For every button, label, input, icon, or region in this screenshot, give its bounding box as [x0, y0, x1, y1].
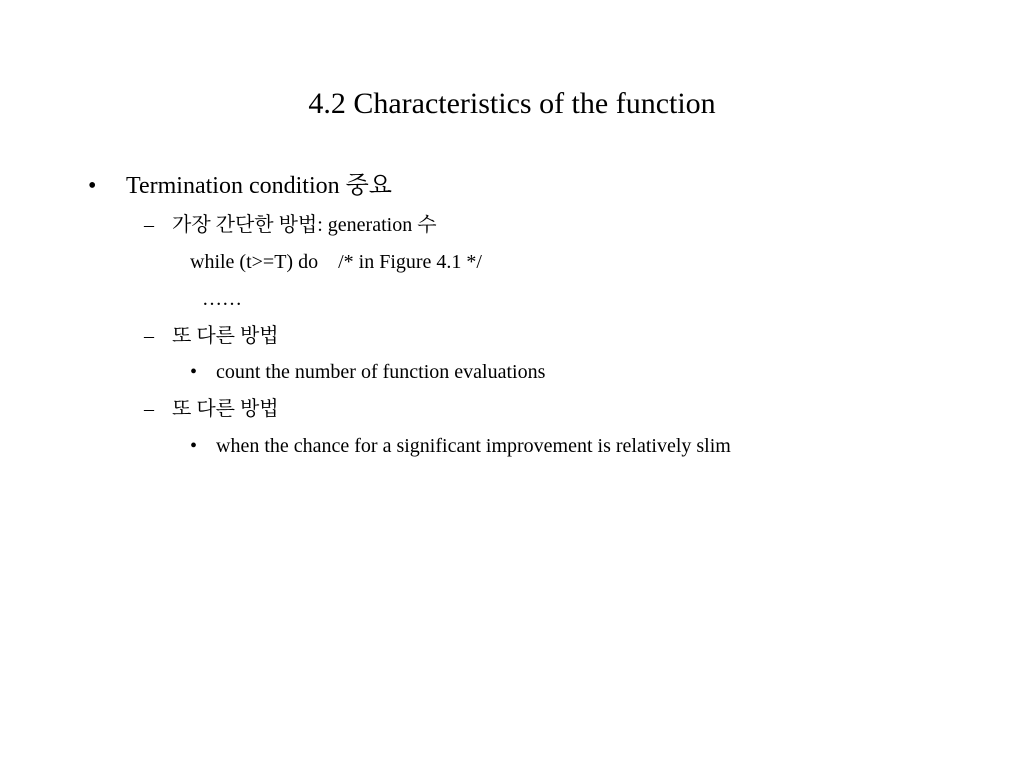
bullet-icon: •: [88, 173, 97, 199]
bullet-count-evaluations: count the number of function evaluations: [216, 361, 546, 383]
code-line: while (t>=T) do /* in Figure 4.1 */: [190, 251, 482, 273]
dash-icon: –: [144, 214, 154, 236]
bullet-icon: •: [190, 435, 198, 457]
sub-bullet-another-method-2: 또 다른 방법: [172, 398, 279, 420]
bullet-termination-condition: Termination condition 중요: [126, 173, 392, 199]
bullet-icon: •: [190, 361, 198, 383]
bullet-improvement-slim: when the chance for a significant improvement is relatively slim: [216, 435, 731, 457]
dash-icon: –: [144, 398, 154, 420]
dash-icon: –: [144, 325, 154, 347]
sub-bullet-another-method: 또 다른 방법: [172, 325, 279, 347]
ellipsis-line: ……: [202, 288, 242, 310]
slide-title: 4.2 Characteristics of the function: [308, 87, 716, 120]
sub-bullet-simplest-method: 가장 간단한 방법: generation 수: [172, 214, 437, 236]
